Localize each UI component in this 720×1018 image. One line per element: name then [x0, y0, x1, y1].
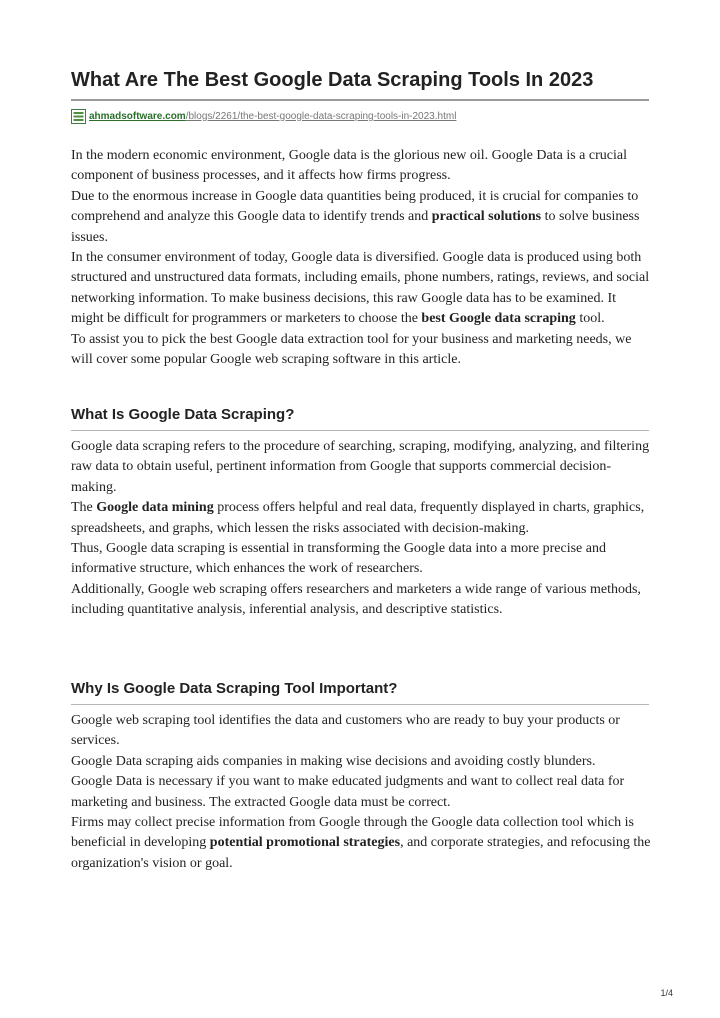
intro-paragraph-2: Due to the enormous increase in Google data quantities being produced, it is crucial for companies to comprehend and analyze this Google data to identify trends and practical solutions to solve business issues.	[71, 188, 640, 245]
title-divider	[71, 99, 649, 101]
intro-paragraph-4: To assist you to pick the best Google data extraction tool for your business and marketing needs, we will cover some popular Google web scraping software in this article.	[71, 331, 632, 368]
page-number: 1/4	[660, 988, 673, 998]
document-icon	[71, 109, 86, 124]
page-title: What Are The Best Google Data Scraping Tools In 2023	[71, 69, 594, 91]
source-domain-link[interactable]: ahmadsoftware.com	[89, 110, 186, 122]
section-heading-why-important: Why Is Google Data Scraping Tool Important?	[71, 680, 398, 697]
bold-phrase: best Google data scraping	[421, 311, 576, 327]
bold-phrase: practical solutions	[431, 209, 542, 225]
bold-phrase: potential promotional strategies	[209, 835, 401, 851]
intro-body	[71, 146, 651, 370]
section-divider	[71, 430, 649, 431]
section1-paragraph-1: Google data scraping refers to the procedure of searching, scraping, modifying, analyzing, and filtering raw data to obtain useful, pertinent information from Google that supports commercial decision-making.	[71, 439, 650, 495]
section2-paragraph-2: Google Data scraping aids companies in making wise decisions and avoiding costly blunders.	[71, 753, 596, 769]
section1-body	[71, 437, 651, 621]
section1-paragraph-3: Thus, Google data scraping is essential in transforming the Google data into a more precise and informative structure, which enhances the work of researchers.	[71, 541, 606, 577]
section2-body	[71, 711, 651, 874]
source-line	[71, 106, 456, 126]
section-heading-what-is: What Is Google Data Scraping?	[71, 406, 295, 423]
section2-paragraph-4: Firms may collect precise information from Google through the Google data collection tool which is beneficial in developing potential promotional strategies, and corporate strategies, and refocusing the organization's vision or goal.	[71, 815, 651, 871]
section2-paragraph-3: Google Data is necessary if you want to make educated judgments and want to collect real data for marketing and business. The extracted Google data must be correct.	[71, 774, 625, 810]
section1-paragraph-2: The Google data mining process offers helpful and real data, frequently displayed in charts, graphics, spreadsheets, and graphs, which lessen the risks associated with decision-making.	[71, 500, 645, 536]
source-path-link[interactable]: /blogs/2261/the-best-google-data-scraping-tools-in-2023.html	[185, 110, 457, 122]
intro-paragraph-3: In the consumer environment of today, Google data is diversified. Google data is produced using both structured and unstructured data formats, including emails, phone numbers, ratings, reviews, and social networking information. To make business decisions, this raw Google data has to be examined. It might be difficult for programmers or marketers to choose the best Google data scraping tool.	[71, 250, 650, 327]
bold-phrase: Google data mining	[96, 500, 214, 516]
section2-paragraph-1: Google web scraping tool identifies the data and customers who are ready to buy your products or services.	[71, 713, 620, 749]
intro-paragraph-1: In the modern economic environment, Google data is the glorious new oil. Google Data is a crucial component of business processes, and it affects how firms progress.	[71, 148, 627, 184]
section-divider	[71, 704, 649, 705]
section1-paragraph-4: Additionally, Google web scraping offers researchers and marketers a wide range of various methods, including quantitative analysis, inferential analysis, and descriptive statistics.	[71, 581, 641, 618]
